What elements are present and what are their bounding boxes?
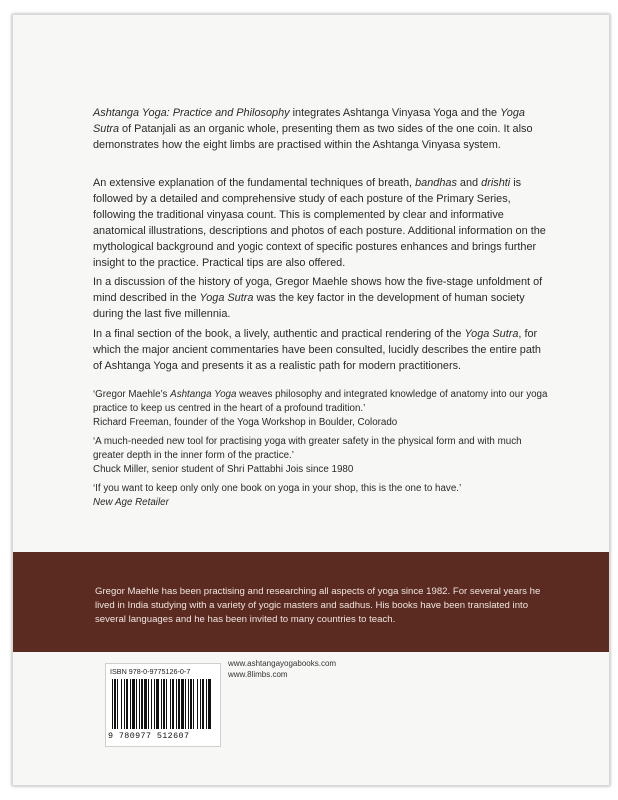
testimonial-quote: ‘If you want to keep only only one book on yoga in your shop, this is the one to have.’ New Age Retailer [93,482,548,510]
quote-attribution: Richard Freeman, founder of the Yoga Workshop in Boulder, Colorado [93,417,398,428]
intro-paragraph: Ashtanga Yoga: Practice and Philosophy integrates Ashtanga Vinyasa Yoga and the Yoga Sutra of Patanjali as an organic whole, presenting them as two sides of the one coin. It also demonstrates how the eight limbs are practised within the Ashtanga Vinyasa system. [93,107,533,151]
explanation-paragraph: An extensive explanation of the fundamental techniques of breath, bandhas and drishti is followed by a detailed and comprehensive study of each posture of the Primary Series, following the traditional vinyasa count. This is complemented by clear and informative anatomical illustrations, descriptions and photos of each posture. Additional information on the mythological background and yogic context of specific postures enhances and brings further insight to the practice. Practical tips are also offered. [93,177,546,269]
barcode-bar [124,679,125,729]
barcode-bar [202,679,204,729]
quote-attribution: New Age Retailer [93,497,169,508]
barcode-bar [161,679,162,729]
barcode-bar [139,679,140,729]
barcode-bar [148,679,149,729]
barcode-bar [188,679,189,729]
final-paragraph: In a final section of the book, a lively, authentic and practical rendering of the Yoga Sutra, for which the major ancient commentaries have been consulted, lucidly describes the entire path of Ashtanga Yoga and presents it as a realistic path for modern practitioners. [93,328,541,372]
barcode-bar [114,679,116,729]
book-title: Ashtanga Yoga: Practice and Philosophy [93,107,290,119]
barcode-bar [136,679,137,729]
author-bio-band [13,552,609,652]
testimonial-quote: ‘Gregor Maehle’s Ashtanga Yoga weaves philosophy and integrated knowledge of anatomy into our yoga practice to keep us centred in the heart of a profound tradition.’ Richard Freeman, founder of the Yoga Workshop in Boulder, Colorado [93,389,548,428]
barcode-bar [193,679,194,729]
barcode-bar [208,679,211,729]
barcode-bar [185,679,186,729]
barcode-bar [170,679,171,729]
barcode-bar [206,679,207,729]
barcode-bar [126,679,128,729]
barcode-bar [130,679,131,729]
barcode-bar [197,679,198,729]
quote-attribution: Chuck Miller, senior student of Shri Pattabhi Jois since 1980 [93,464,354,475]
website-link[interactable]: www.8limbs.com [228,670,288,679]
barcode-bar [156,679,159,729]
website-links [228,658,336,680]
isbn-label: ISBN 978-0-9775126-0-7 [110,667,191,676]
barcode-bar [144,679,147,729]
isbn-barcode [105,663,221,747]
barcode-bar [117,679,118,729]
barcode-bar [190,679,192,729]
barcode-number: 9 780977 512607 [108,731,190,741]
website-link[interactable]: www.ashtangayogabooks.com [228,659,337,668]
barcode-bar [181,679,184,729]
testimonial-quote: ‘A much-needed new tool for practising yoga with greater safety in the physical form and with much greater depth in the inner form of the practice.’ Chuck Miller, senior student of Shri Pattabhi Jois since 1980 [93,435,548,477]
back-cover [12,14,610,786]
history-paragraph: In a discussion of the history of yoga, Gregor Maehle shows how the five-stage unfoldment of mind described in the Yoga Sutra was the key factor in the development of human society during the last five millennia. [93,276,543,320]
barcode-bar [200,679,201,729]
barcode-bar [176,679,177,729]
barcode-bar [121,679,122,729]
barcode-bar [154,679,155,729]
barcode-bar [132,679,135,729]
author-bio: Gregor Maehle has been practising and researching all aspects of yoga since 1982. For several years he lived in India studying with a variety of yogic masters and sadhus. His books have been translated into several languages and he has been invited to many countries to teach. [95,586,541,625]
barcode-bar [172,679,174,729]
barcode-bar [141,679,143,729]
barcode-bar [166,679,167,729]
barcode-bar [178,679,180,729]
barcode-bar [112,679,113,729]
barcode-bar [163,679,165,729]
barcode-bar [151,679,152,729]
barcode-icon [112,679,214,729]
